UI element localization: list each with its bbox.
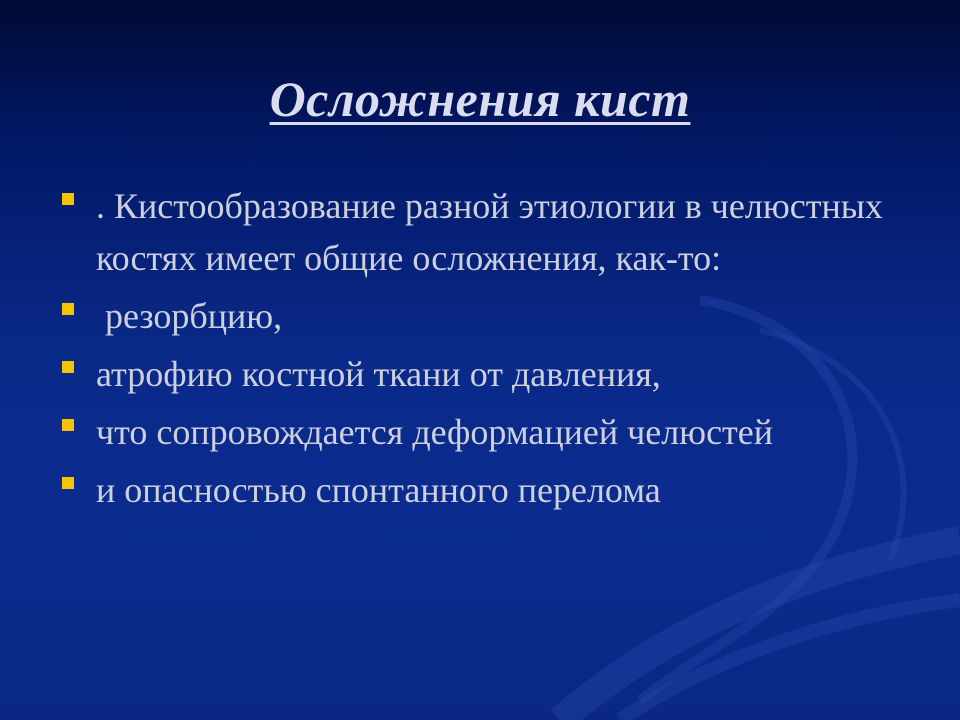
list-item xyxy=(58,406,918,458)
bullet-list xyxy=(58,180,918,522)
list-item xyxy=(58,348,918,400)
list-item-text: и опасностью спонтанного перелома xyxy=(96,470,661,510)
list-item-text: что сопровождается деформацией челюстей xyxy=(96,412,774,452)
list-item-text: . Кистообразование разной этиологии в челюстных костях имеет общие осложнения, как-то: xyxy=(96,186,883,278)
list-item xyxy=(58,464,918,516)
list-item-text: атрофию костной ткани от давления, xyxy=(96,354,661,394)
square-bullet-icon xyxy=(62,477,74,489)
slide-title: Осложнения кист xyxy=(269,71,691,127)
square-bullet-icon xyxy=(62,303,74,315)
list-item xyxy=(58,180,918,284)
list-item xyxy=(58,290,918,342)
square-bullet-icon xyxy=(62,419,74,431)
square-bullet-icon xyxy=(62,361,74,373)
list-item-text: резорбцию, xyxy=(96,296,283,336)
square-bullet-icon xyxy=(62,193,74,205)
